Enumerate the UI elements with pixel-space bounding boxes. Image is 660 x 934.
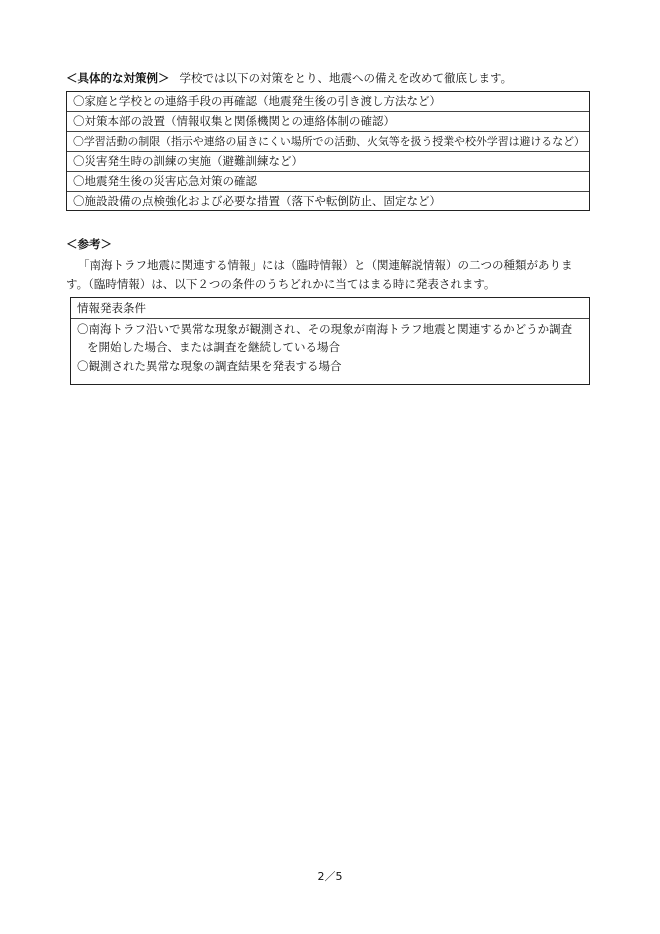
measure-item: 〇災害発生時の訓練の実施（避難訓練など） — [67, 152, 589, 172]
page-number: 2／5 — [317, 870, 343, 883]
measure-item: 〇施設設備の点検強化および必要な措置（落下や転倒防止、固定など） — [73, 194, 441, 208]
measures-heading: ＜具体的な対策例＞ — [66, 71, 170, 85]
condition-item — [71, 319, 589, 356]
condition-text-continued: を開始した場合、または調査を継続している場合 — [87, 340, 340, 354]
measure-item: 〇地震発生後の災害応急対策の確認 — [67, 172, 589, 192]
conditions-header: 情報発表条件 — [71, 298, 589, 319]
conditions-box — [70, 297, 590, 385]
measure-item: 〇家庭と学校との連絡手段の再確認（地震発生後の引き渡し方法など） — [67, 92, 589, 112]
condition-item — [71, 356, 589, 375]
measures-list-box — [66, 91, 590, 211]
measures-heading-line — [66, 70, 512, 86]
condition-text: 〇南海トラフ沿いで異常な現象が観測され、その現象が南海トラフ地震と関連するかどうか調査 — [77, 322, 573, 336]
measure-item: 〇対策本部の設置（情報収集と関係機関との連絡体制の確認） — [67, 112, 589, 132]
reference-heading-line — [66, 236, 112, 252]
measures-description: 学校では以下の対策をとり、地震への備えを改めて徹底します。 — [179, 71, 513, 85]
measure-item: 〇学習活動の制限（指示や連絡の届きにくい場所での活動、火気等を扱う授業や校外学習は避けるなど） — [67, 132, 589, 152]
reference-paragraph-line: す。（臨時情報）は、以下２つの条件のうちどれかに当てはまる時に発表されます。 — [66, 277, 496, 291]
reference-paragraph — [66, 256, 596, 294]
reference-paragraph-line: 「南海トラフ地震に関連する情報」には（臨時情報）と（関連解説情報）の二つの種類がありま — [78, 258, 573, 272]
reference-heading: ＜参考＞ — [66, 237, 112, 251]
condition-text: 〇観測された異常な現象の調査結果を発表する場合 — [77, 359, 342, 373]
